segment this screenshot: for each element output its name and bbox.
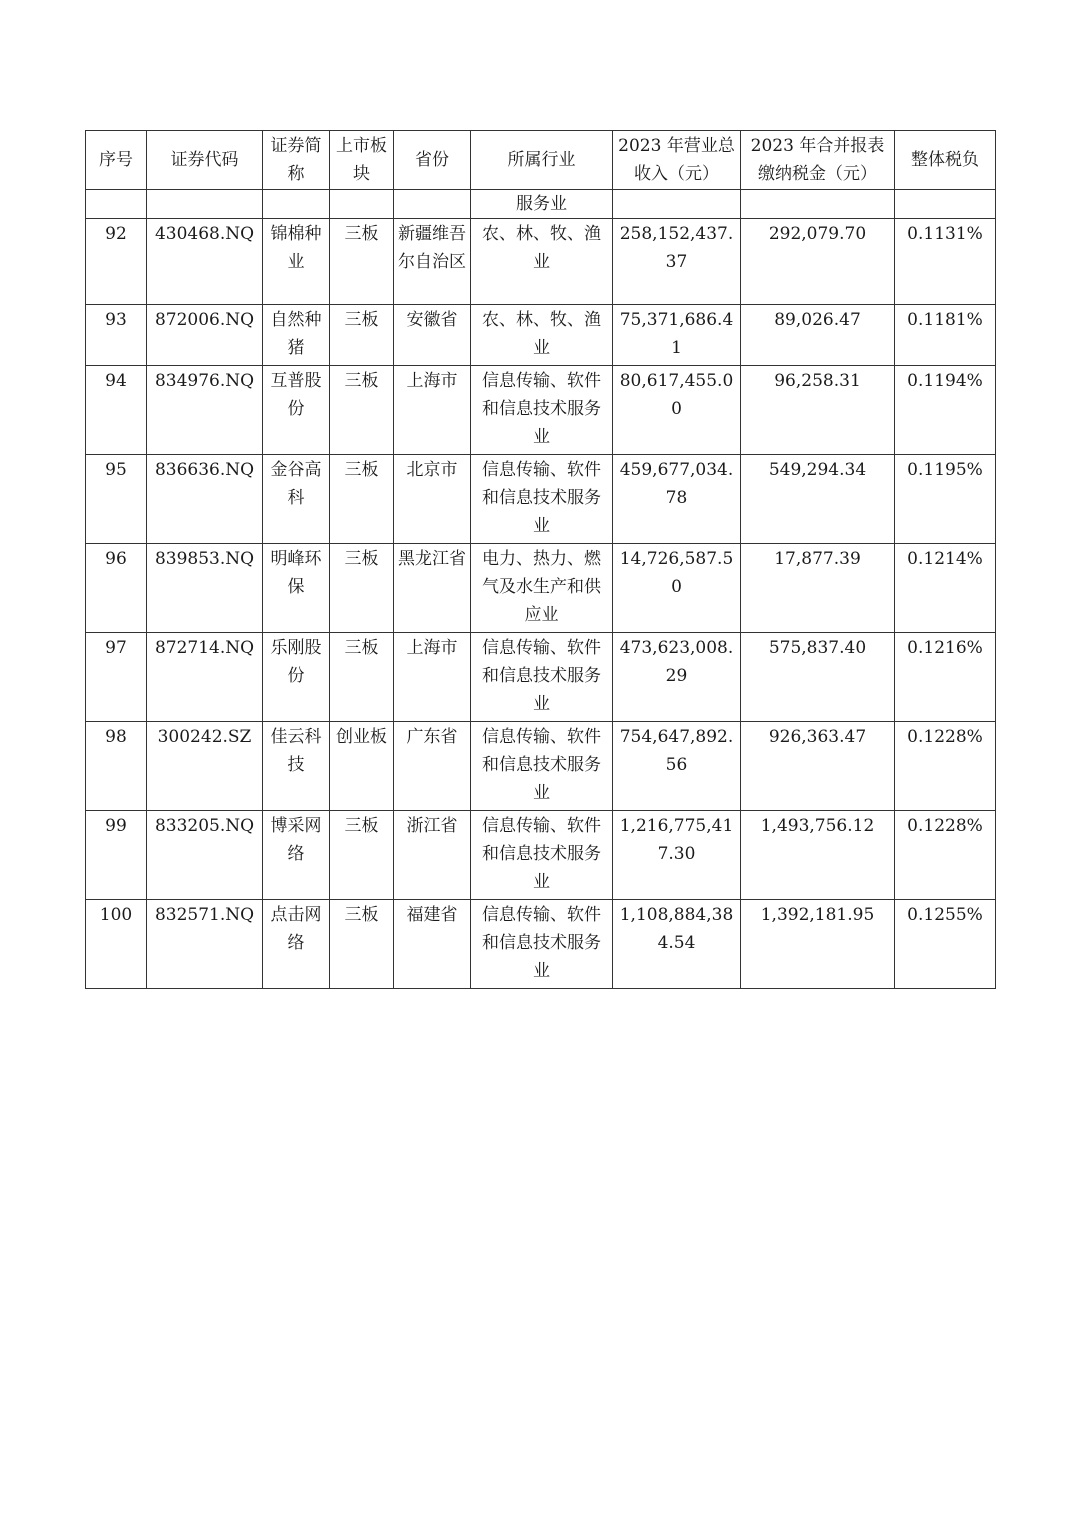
cell-board: 三板 xyxy=(330,811,394,900)
cell-tax: 549,294.34 xyxy=(741,455,895,544)
header-cell-province: 省份 xyxy=(394,131,471,190)
cell-revenue: 75,371,686.41 xyxy=(613,305,741,366)
cell-name: 博采网络 xyxy=(263,811,330,900)
cell-board: 创业板 xyxy=(330,722,394,811)
cell-revenue: 14,726,587.50 xyxy=(613,544,741,633)
cell-province: 安徽省 xyxy=(394,305,471,366)
cell-name: 锦棉种业 xyxy=(263,219,330,305)
cell-empty xyxy=(263,190,330,219)
cell-empty xyxy=(741,190,895,219)
cell-empty xyxy=(613,190,741,219)
cell-name: 明峰环保 xyxy=(263,544,330,633)
cell-industry: 信息传输、软件和信息技术服务业 xyxy=(471,366,613,455)
cell-name: 自然种猪 xyxy=(263,305,330,366)
cell-code: 300242.SZ xyxy=(147,722,263,811)
cell-tax: 1,493,756.12 xyxy=(741,811,895,900)
header-cell-industry: 所属行业 xyxy=(471,131,613,190)
table-row xyxy=(86,900,996,989)
cell-province: 新疆维吾尔自治区 xyxy=(394,219,471,305)
header-cell-no: 序号 xyxy=(86,131,147,190)
cell-empty xyxy=(895,190,996,219)
cell-empty xyxy=(330,190,394,219)
cell-industry: 信息传输、软件和信息技术服务业 xyxy=(471,811,613,900)
cell-industry: 服务业 xyxy=(471,190,613,219)
cell-name: 金谷高科 xyxy=(263,455,330,544)
cell-province: 福建省 xyxy=(394,900,471,989)
cell-name: 佳云科技 xyxy=(263,722,330,811)
header-cell-code: 证券代码 xyxy=(147,131,263,190)
header-cell-rate: 整体税负 xyxy=(895,131,996,190)
header-row xyxy=(86,131,996,190)
cell-tax: 292,079.70 xyxy=(741,219,895,305)
cell-province: 广东省 xyxy=(394,722,471,811)
cell-name: 乐刚股份 xyxy=(263,633,330,722)
cell-revenue: 80,617,455.00 xyxy=(613,366,741,455)
cell-code: 872006.NQ xyxy=(147,305,263,366)
cell-board: 三板 xyxy=(330,219,394,305)
cell-industry: 信息传输、软件和信息技术服务业 xyxy=(471,455,613,544)
cell-code: 834976.NQ xyxy=(147,366,263,455)
header-cell-tax: 2023 年合并报表缴纳税金（元） xyxy=(741,131,895,190)
cell-rate: 0.1216% xyxy=(895,633,996,722)
cell-board: 三板 xyxy=(330,366,394,455)
cell-province: 上海市 xyxy=(394,633,471,722)
cell-no: 100 xyxy=(86,900,147,989)
cell-industry: 信息传输、软件和信息技术服务业 xyxy=(471,900,613,989)
cell-name: 互普股份 xyxy=(263,366,330,455)
table-row xyxy=(86,811,996,900)
cell-code: 839853.NQ xyxy=(147,544,263,633)
cell-empty xyxy=(86,190,147,219)
cell-no: 98 xyxy=(86,722,147,811)
cell-revenue: 1,216,775,417.30 xyxy=(613,811,741,900)
cell-no: 94 xyxy=(86,366,147,455)
cell-board: 三板 xyxy=(330,633,394,722)
cell-no: 93 xyxy=(86,305,147,366)
cell-rate: 0.1228% xyxy=(895,811,996,900)
cell-tax: 575,837.40 xyxy=(741,633,895,722)
cell-code: 833205.NQ xyxy=(147,811,263,900)
cell-industry: 信息传输、软件和信息技术服务业 xyxy=(471,633,613,722)
cell-board: 三板 xyxy=(330,900,394,989)
cell-no: 99 xyxy=(86,811,147,900)
cell-industry: 信息传输、软件和信息技术服务业 xyxy=(471,722,613,811)
cell-revenue: 459,677,034.78 xyxy=(613,455,741,544)
cell-province: 黑龙江省 xyxy=(394,544,471,633)
cell-code: 872714.NQ xyxy=(147,633,263,722)
cell-rate: 0.1214% xyxy=(895,544,996,633)
continuation-row xyxy=(86,190,996,219)
table-row xyxy=(86,366,996,455)
cell-industry: 农、林、牧、渔业 xyxy=(471,219,613,305)
table-row xyxy=(86,305,996,366)
cell-revenue: 1,108,884,384.54 xyxy=(613,900,741,989)
cell-tax: 89,026.47 xyxy=(741,305,895,366)
cell-rate: 0.1195% xyxy=(895,455,996,544)
cell-rate: 0.1228% xyxy=(895,722,996,811)
table-row xyxy=(86,544,996,633)
cell-province: 浙江省 xyxy=(394,811,471,900)
header-cell-name: 证券简称 xyxy=(263,131,330,190)
cell-revenue: 473,623,008.29 xyxy=(613,633,741,722)
cell-industry: 电力、热力、燃气及水生产和供应业 xyxy=(471,544,613,633)
tax-burden-table xyxy=(85,130,996,989)
cell-empty xyxy=(147,190,263,219)
cell-no: 97 xyxy=(86,633,147,722)
cell-revenue: 258,152,437.37 xyxy=(613,219,741,305)
cell-no: 92 xyxy=(86,219,147,305)
cell-no: 96 xyxy=(86,544,147,633)
cell-rate: 0.1255% xyxy=(895,900,996,989)
cell-code: 832571.NQ xyxy=(147,900,263,989)
cell-rate: 0.1181% xyxy=(895,305,996,366)
cell-name: 点击网络 xyxy=(263,900,330,989)
cell-tax: 926,363.47 xyxy=(741,722,895,811)
cell-no: 95 xyxy=(86,455,147,544)
header-cell-board: 上市板块 xyxy=(330,131,394,190)
cell-rate: 0.1194% xyxy=(895,366,996,455)
cell-board: 三板 xyxy=(330,305,394,366)
cell-tax: 1,392,181.95 xyxy=(741,900,895,989)
cell-code: 430468.NQ xyxy=(147,219,263,305)
cell-empty xyxy=(394,190,471,219)
table-row xyxy=(86,722,996,811)
table-row xyxy=(86,633,996,722)
cell-board: 三板 xyxy=(330,544,394,633)
cell-revenue: 754,647,892.56 xyxy=(613,722,741,811)
cell-province: 北京市 xyxy=(394,455,471,544)
header-cell-revenue: 2023 年营业总收入（元） xyxy=(613,131,741,190)
cell-industry: 农、林、牧、渔业 xyxy=(471,305,613,366)
cell-tax: 96,258.31 xyxy=(741,366,895,455)
cell-tax: 17,877.39 xyxy=(741,544,895,633)
cell-province: 上海市 xyxy=(394,366,471,455)
table-row xyxy=(86,219,996,305)
cell-rate: 0.1131% xyxy=(895,219,996,305)
cell-board: 三板 xyxy=(330,455,394,544)
cell-code: 836636.NQ xyxy=(147,455,263,544)
table-row xyxy=(86,455,996,544)
